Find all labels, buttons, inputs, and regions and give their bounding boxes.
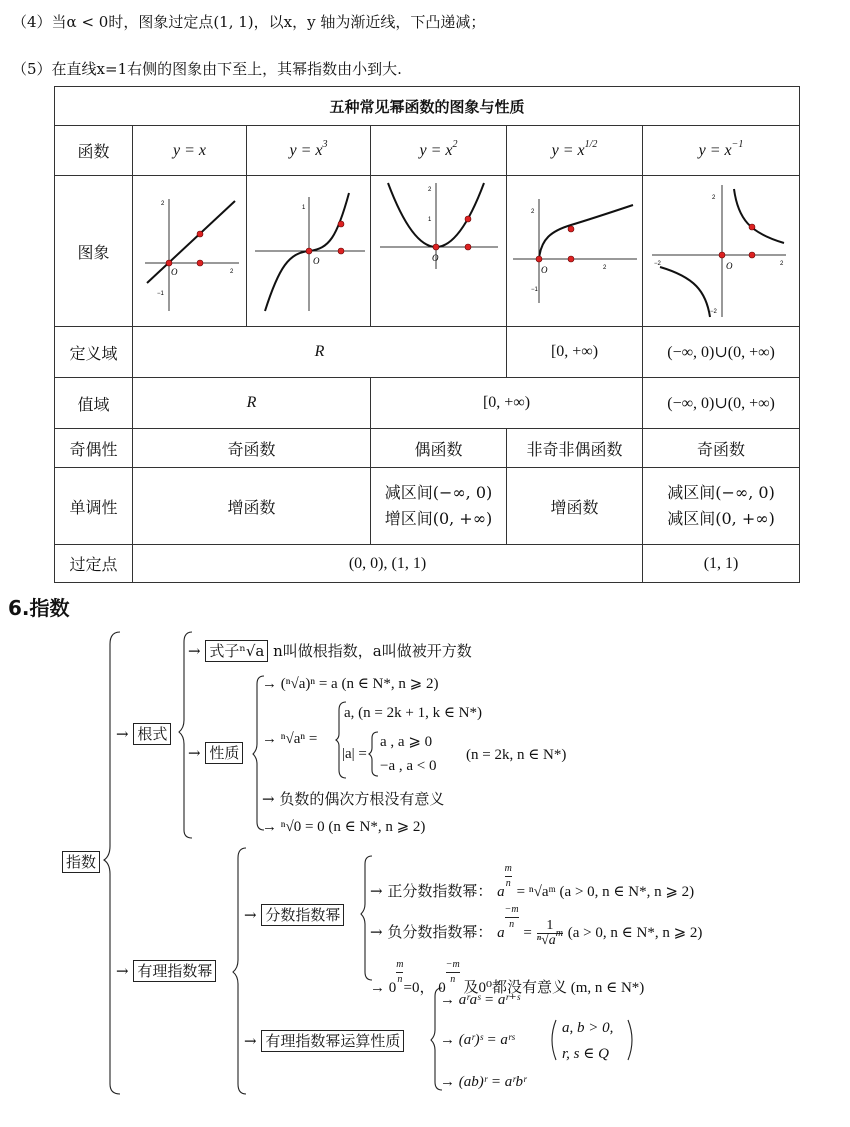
section-title: 6.指数	[8, 596, 70, 620]
radical-property-2-cond: (n = 2k, n ∈ N*)	[466, 747, 567, 763]
svg-text:2: 2	[160, 201, 164, 207]
graph-cell-2	[247, 176, 371, 327]
negative-fraction-exponent: → 负分数指数幂： a $\frac{-m}{n}$ = $\frac{1}{^n√a^m}$ (a > 0, n ∈ N*, n ⩾ 2)	[370, 904, 703, 948]
positive-fraction-exponent: → 正分数指数幂： a $\frac{m}{n}$ = ⁿ√aᵐ (a > 0, n ∈ N*, n ⩾ 2)	[370, 863, 695, 900]
node-rational-exponent: → 有理指数幂	[116, 960, 216, 982]
svg-text:O: O	[170, 267, 177, 277]
svg-text:2: 2	[712, 195, 716, 201]
graph-y-x	[135, 179, 245, 319]
svg-text:−2: −2	[654, 261, 661, 267]
function-1: y = x	[133, 126, 247, 176]
svg-text:O: O	[726, 261, 733, 271]
graph-y-x3	[249, 179, 369, 319]
graph-y-x2	[374, 179, 504, 319]
row-label-graph: 图象	[55, 176, 133, 327]
svg-text:O: O	[431, 253, 438, 263]
svg-text:−2: −2	[710, 309, 717, 315]
row-label-range: 值域	[55, 378, 133, 429]
radical-property-2-sub-2: −a , a < 0	[380, 758, 437, 774]
svg-text:2: 2	[602, 265, 606, 271]
operation-2-cond-1: a, b > 0,	[562, 1020, 614, 1036]
monotonic-col-5	[643, 468, 800, 545]
radical-property-4: → ⁿ√0 = 0 (n ∈ N*, n ⩾ 2)	[262, 819, 426, 835]
operation-2-cond-2: r, s ∈ Q	[562, 1046, 609, 1062]
svg-text:O: O	[312, 256, 319, 266]
svg-text:O: O	[540, 265, 547, 275]
monotonic-col-3-line-1: 减区间(−∞, 0)	[384, 483, 493, 502]
svg-text:2: 2	[427, 187, 431, 193]
function-4: $y = x^{1/2}$	[507, 126, 643, 176]
row-label-monotonic: 单调性	[55, 468, 133, 545]
domain-col-4: [0, +∞)	[507, 327, 643, 378]
svg-text:2: 2	[780, 261, 784, 267]
fixed-point-col-5: (1, 1)	[643, 545, 800, 583]
power-function-table	[54, 86, 800, 583]
graph-cell-1	[133, 176, 247, 327]
function-2: $y = x^3$	[247, 126, 371, 176]
monotonic-col-3-line-2: 增区间(0, +∞)	[384, 509, 493, 528]
node-radical: → 根式	[116, 723, 171, 745]
graph-cell-5	[643, 176, 800, 327]
monotonic-col-5-line-2: 减区间(0, +∞)	[667, 509, 775, 528]
intro-line-4: （4）当α < 0时，图象过定点(1, 1)，以x，y 轴为渐近线，下凸递减；	[12, 13, 486, 31]
row-label-parity: 奇偶性	[55, 429, 133, 468]
node-rational-operations: → 有理指数幂运算性质	[244, 1030, 404, 1052]
zero-fraction-exponent: → 0 $\frac{m}{n}$ =0， 0 $\frac{-m}{n}$ 及0⁰都没有意义 (m, n ∈ N*)	[370, 959, 645, 996]
node-radical-property: → 性质	[188, 742, 243, 764]
svg-text:2: 2	[229, 269, 233, 275]
table-title: 五种常见幂函数的图象与性质	[55, 87, 800, 126]
graph-cell-3	[371, 176, 507, 327]
parity-col-5: 奇函数	[643, 429, 800, 468]
svg-text:2: 2	[530, 209, 534, 215]
operation-2: → (aʳ)ˢ = aʳˢ	[440, 1032, 515, 1048]
fixed-point-cols-1-4: (0, 0), (1, 1)	[133, 545, 643, 583]
svg-text:1: 1	[301, 205, 305, 211]
node-fractional-exponent: → 分数指数幂	[244, 904, 344, 926]
row-label-function: 函数	[55, 126, 133, 176]
function-3: $y = x^2$	[371, 126, 507, 176]
parity-col-4: 非奇非偶函数	[507, 429, 643, 468]
svg-text:−1: −1	[156, 291, 164, 297]
radical-property-2-sub-1: a , a ⩾ 0	[380, 734, 433, 750]
operation-1: → aʳaˢ = aʳ⁺ˢ	[440, 992, 520, 1008]
function-5: $y = x^{-1}$	[643, 126, 800, 176]
monotonic-col-3	[371, 468, 507, 545]
parity-col-3: 偶函数	[371, 429, 507, 468]
svg-text:1: 1	[427, 217, 431, 223]
radical-definition: → 式子ⁿ√a n叫做根指数，a叫做被开方数	[188, 642, 472, 660]
graph-cell-4	[507, 176, 643, 327]
range-col-5: (−∞, 0)∪(0, +∞)	[643, 378, 800, 429]
radical-property-2-abs: |a| =	[342, 746, 367, 762]
radical-property-2-case-odd: a, (n = 2k + 1, k ∈ N*)	[344, 705, 483, 721]
domain-cols-1-3: R	[133, 327, 507, 378]
monotonic-col-4: 增函数	[507, 468, 643, 545]
monotonic-col-5-line-1: 减区间(−∞, 0)	[667, 483, 775, 502]
monotonic-cols-1-2: 增函数	[133, 468, 371, 545]
svg-text:−1: −1	[530, 287, 538, 293]
intro-line-5: （5）在直线x=1右侧的图象由下至上，其幂指数由小到大.	[12, 60, 402, 78]
range-cols-3-4: [0, +∞)	[371, 378, 643, 429]
parity-cols-1-2: 奇函数	[133, 429, 371, 468]
radical-property-3: → 负数的偶次方根没有意义	[262, 790, 445, 808]
operation-3: → (ab)ʳ = aʳbʳ	[440, 1074, 527, 1090]
graph-y-inverse-x	[646, 179, 796, 319]
row-label-fixed-point: 过定点	[55, 545, 133, 583]
radical-property-1: → (ⁿ√a)ⁿ = a (n ∈ N*, n ⩾ 2)	[262, 676, 439, 692]
graph-y-sqrt-x	[509, 179, 641, 319]
radical-property-2-lhs: → ⁿ√aⁿ =	[262, 731, 318, 747]
domain-col-5: (−∞, 0)∪(0, +∞)	[643, 327, 800, 378]
range-cols-1-2: R	[133, 378, 371, 429]
node-exponent: 指数	[62, 851, 100, 873]
row-label-domain: 定义域	[55, 327, 133, 378]
